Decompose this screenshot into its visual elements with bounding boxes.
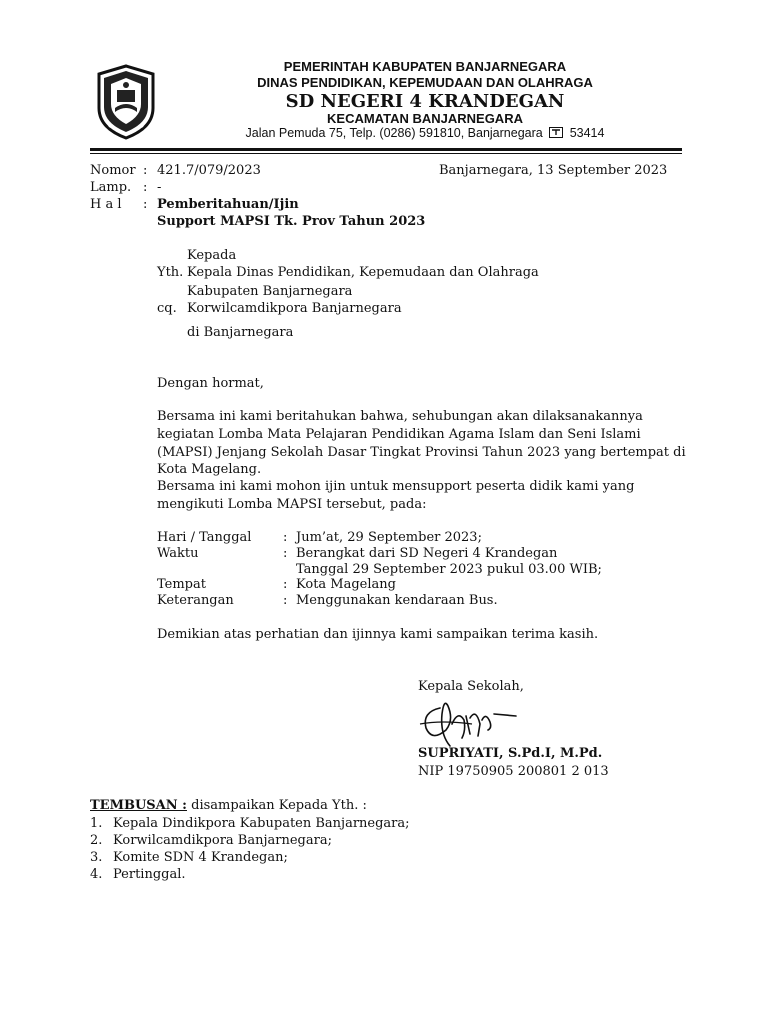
tembusan-item: Pertinggal. [113,867,186,882]
tembusan-item-number: 1. [90,816,103,831]
detail-value: Berangkat dari SD Negeri 4 Krandegan [296,546,558,561]
tembusan-item-number: 3. [90,850,103,865]
recipient-location: di Banjarnegara [187,325,294,340]
recipient-line3: Korwilcamdikpora Banjarnegara [187,301,402,316]
paragraph-1-line: (MAPSI) Jenjang Sekolah Dasar Tingkat Provinsi Tahun 2023 yang bertempat di [157,445,686,460]
paragraph-1-line: kegiatan Lomba Mata Pelajaran Pendidikan Agama Islam dan Seni Islami [157,427,641,442]
hal-value-line1: Pemberitahuan/Ijin [157,197,299,212]
lamp-label: Lamp. [90,180,132,195]
detail-value: Menggunakan kendaraan Bus. [296,593,498,608]
paragraph-1-line: Kota Magelang. [157,462,262,477]
recipient-line2: Kabupaten Banjarnegara [187,284,353,299]
detail-label: Keterangan [157,593,234,608]
detail-colon: : [283,530,288,545]
nomor-label: Nomor [90,163,136,178]
tembusan-item: Kepala Dindikpora Kabupaten Banjarnegara; [113,816,410,831]
lamp-value: - [157,180,162,195]
recipient-cq: cq. [157,301,177,316]
signature-title: Kepala Sekolah, [418,679,524,694]
detail-colon: : [283,577,288,592]
detail-value: Jum’at, 29 September 2023; [296,530,482,545]
recipient-line1: Kepala Dinas Pendidikan, Kepemudaan dan Olahraga [187,265,539,280]
detail-value: Kota Magelang [296,577,396,592]
hal-label: H a l [90,197,122,212]
tembusan-item: Korwilcamdikpora Banjarnegara; [113,833,332,848]
lamp-colon: : [143,180,148,195]
paragraph-1-line: Bersama ini kami beritahukan bahwa, sehubungan akan dilaksanakannya [157,409,643,424]
tembusan-label: TEMBUSAN : [90,798,187,813]
signatory-name: SUPRIYATI, S.Pd.I, M.Pd. [418,746,603,761]
paragraph-2-line: mengikuti Lomba MAPSI tersebut, pada: [157,497,427,512]
tembusan-heading [90,798,367,814]
greeting: Dengan hormat, [157,376,264,391]
tembusan-item-number: 4. [90,867,103,882]
nomor-value: 421.7/079/2023 [157,163,261,178]
letterhead-school-name: SD NEGERI 4 KRANDEGAN [285,91,565,112]
hal-value-line2: Support MAPSI Tk. Prov Tahun 2023 [157,214,426,229]
letterhead-government: PEMERINTAH KABUPATEN BANJARNEGARA [283,59,567,74]
paragraph-2-line: Bersama ini kami mohon ijin untuk mensupport peserta didik kami yang [157,479,635,494]
detail-colon: : [283,546,288,561]
letterhead-address: Jalan Pemuda 75, Telp. (0286) 591810, Banjarnegara [245,126,543,140]
letterhead-address-line [190,126,660,140]
handwritten-signature [412,694,522,752]
tembusan-item: Komite SDN 4 Krandegan; [113,850,288,865]
recipient-yth: Yth. [157,265,184,280]
detail-label: Tempat [157,577,206,592]
detail-label: Hari / Tanggal [157,530,252,545]
regency-emblem-logo [95,64,157,140]
detail-label: Waktu [157,546,199,561]
tembusan-intro: disampaikan Kepada Yth. : [186,798,367,813]
detail-colon: : [283,593,288,608]
letterhead-divider-thin [90,153,682,154]
nomor-colon: : [143,163,148,178]
detail-value: Tanggal 29 September 2023 pukul 03.00 WIB; [296,562,602,577]
letterhead-postal-code: 53414 [569,126,605,140]
signatory-nip: NIP 19750905 200801 2 013 [418,764,609,779]
letterhead-department: DINAS PENDIDIKAN, KEPEMUDAAN DAN OLAHRAGA [257,75,593,90]
tembusan-item-number: 2. [90,833,103,848]
letterhead-divider-thick [90,148,682,151]
postal-box-icon [549,127,563,138]
closing-sentence: Demikian atas perhatian dan ijinnya kami sampaikan terima kasih. [157,627,599,642]
place-date: Banjarnegara, 13 September 2023 [439,163,668,178]
hal-colon: : [143,197,148,212]
recipient-kepada: Kepada [187,248,237,263]
letterhead-district: KECAMATAN BANJARNEGARA [327,111,523,126]
